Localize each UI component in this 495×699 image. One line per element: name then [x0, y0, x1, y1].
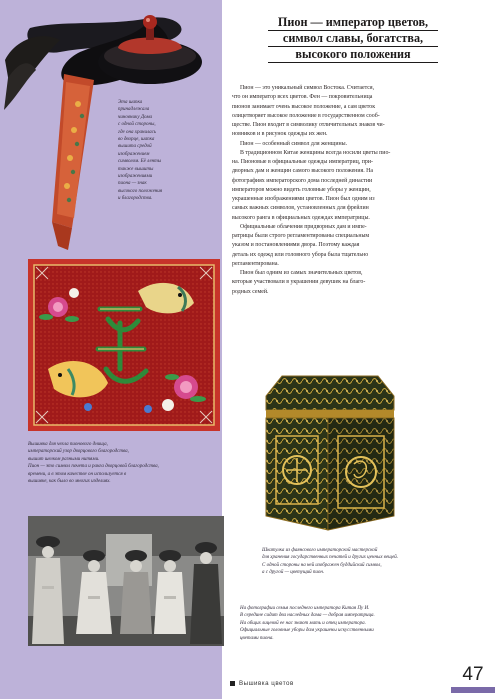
family-photo-drawing: [28, 516, 224, 646]
paragraph: Официальные облачения придворных дам и импе- ратрицы были строго регламентированы специальным указом и постановлениями двора. Поэтому каждая деталь их одежд или головного убора была тщательно регламентирована.: [232, 223, 370, 267]
lacquer-box-image: [262, 366, 398, 534]
embroidery-caption: Вышивка для чехла пионового днища, императорский узор дворцового благородства, вышит шелком разными нитями. Пион — это символ почета и ранга дворцовой благородства, времени, а в этом качестве он используется в вышивке, как было во многих изделиях.: [28, 442, 159, 485]
paragraph: Пион — особенный символ для женщины.: [240, 140, 348, 147]
embroidery-panel-image: [28, 259, 220, 431]
hat-caption: Эта шапка принадлежала чиновнику Дома с одной стороны, где она хранилась во дворце, шапка вышита средой изображением символом. Её ленты также вышиты изображениями пиона — знак высокого положения и благородства.: [118, 100, 163, 202]
photo-caption: На фотографии семья последнего императора Китая Пу И. В середине сидит два наследных дама — добрая императрица. На общих лицевой ее нас знают мать и отец императора. Официальные головные уборы дам украшены искусственными цветами пиона.: [240, 606, 375, 641]
embroidery-drawing: [28, 259, 220, 431]
article-body: [232, 84, 472, 297]
lacquer-box-drawing: [262, 366, 398, 534]
page-number: 47: [462, 664, 484, 685]
page-number-tab: [451, 687, 495, 693]
title-underline-2: [268, 46, 438, 47]
imperial-family-photo: [28, 516, 224, 646]
footer-label: Вышивка цветов: [239, 680, 294, 687]
paragraph: В традиционном Китае женщины всегда носили цветы пио- на. Пионовые в официальные одежды императриц, при- дворных дам и женщин самого высокого положения. На фотографиях императорского дома последней династии императоров можно видеть головные уборы у женщин, украшенные изображениями цветов. Пион был одним из самых важных символов, установленных для фрейлин высокого ранга в официальных одеждах императрицы.: [232, 149, 391, 221]
title-underline-1: [268, 30, 438, 31]
paragraph: Пион — это уникальный символ Востока. Считается, что он император всех цветов. Фен — покровительница пионов занимает очень высокое положение, а сам цветок олицетворяет высокое положение в государственном сооб- ществе. Пион входит в символику отличительных знаков чи- новников и в рисунок одежды их жен.: [232, 85, 385, 138]
article-title: Пион — император цветов, символ славы, богатства, высокого положения: [277, 15, 429, 61]
title-underline-3: [268, 62, 438, 63]
footer-square-icon: [230, 681, 235, 686]
running-footer: [230, 680, 294, 687]
paragraph: Пион был одним из самых значительных цветов, которые участвовали в украшении девушек на благо- родных семей.: [232, 270, 366, 295]
box-caption: Шкатулка из фаянсового императорской мастерской для хранения государственных печатей и других ценных вещей. С одной стороны на ней изображен буддийский символ, а с другой — цветущий пион.: [262, 548, 399, 576]
